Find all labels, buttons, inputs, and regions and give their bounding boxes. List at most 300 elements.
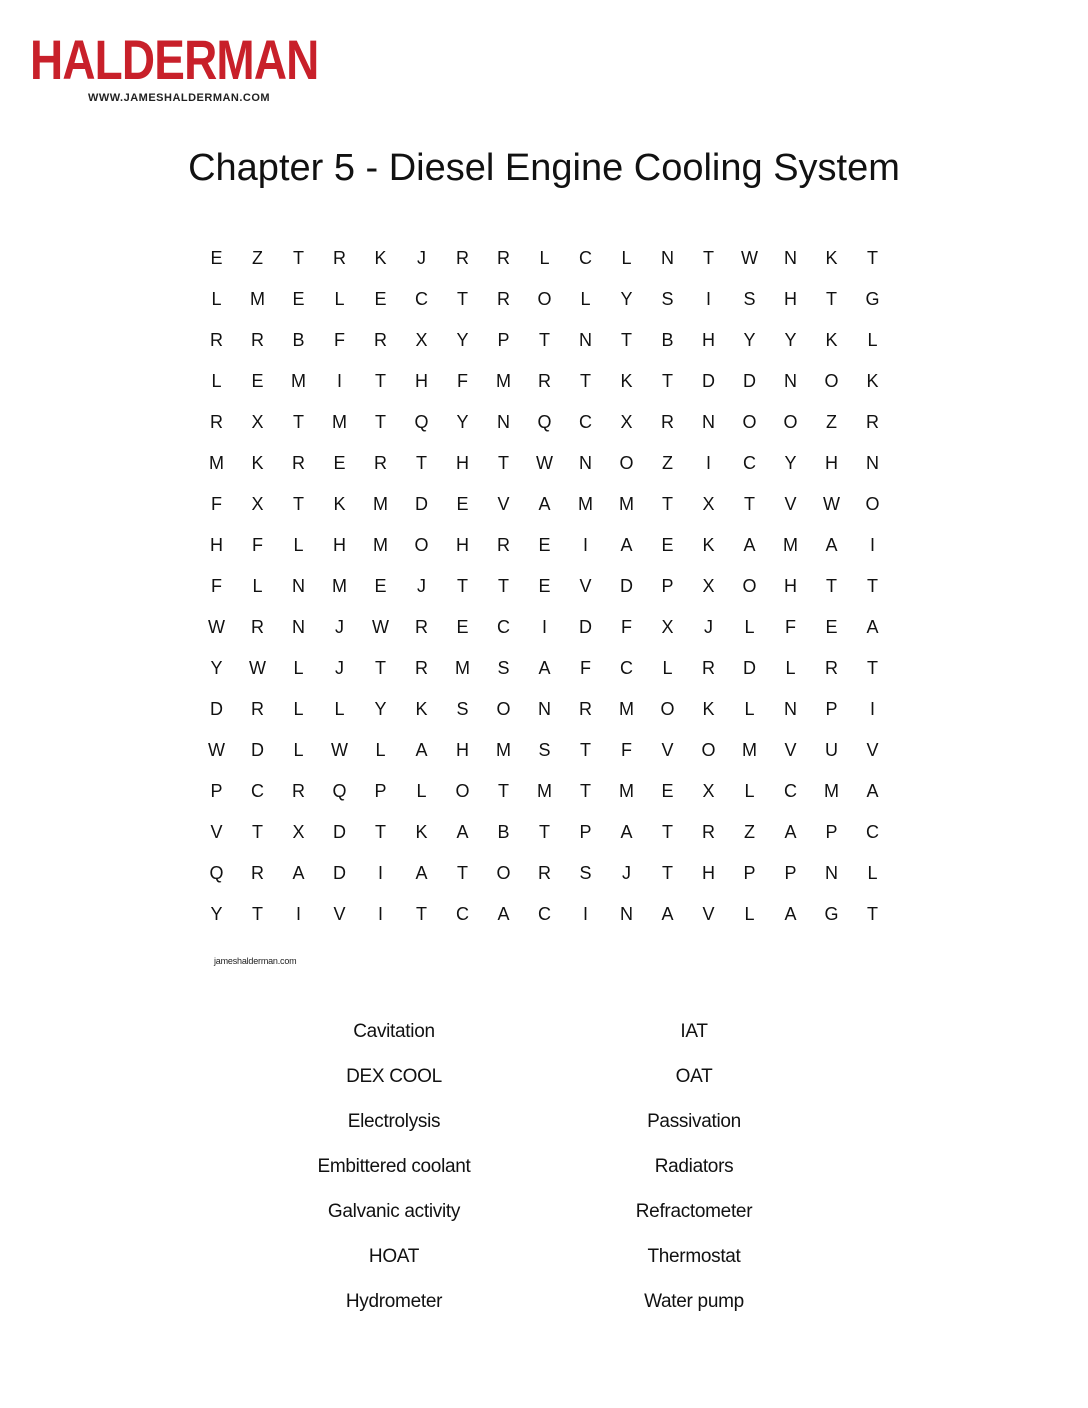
- grid-letter: T: [662, 822, 673, 842]
- grid-letter: T: [539, 822, 550, 842]
- grid-letter: N: [538, 699, 551, 719]
- grid-letter: J: [417, 576, 426, 596]
- grid-letter: M: [783, 535, 798, 555]
- word-list-item: Cavitation: [353, 1021, 435, 1042]
- grid-letter: N: [702, 412, 715, 432]
- grid-letter: D: [251, 740, 264, 760]
- grid-letter: K: [415, 699, 428, 719]
- grid-letter: S: [456, 699, 469, 719]
- grid-letter: Y: [784, 453, 797, 473]
- grid-letter: L: [416, 781, 427, 801]
- grid-letter: C: [497, 617, 510, 637]
- grid-letter: T: [252, 822, 263, 842]
- grid-letter: L: [744, 781, 755, 801]
- grid-letter: Y: [210, 904, 223, 924]
- word-list-item: Refractometer: [635, 1201, 753, 1222]
- grid-letter: A: [866, 617, 879, 637]
- grid-letter: K: [620, 371, 633, 391]
- grid-letter: A: [866, 781, 879, 801]
- grid-letter: C: [743, 453, 756, 473]
- grid-letter: A: [538, 658, 551, 678]
- grid-letter: E: [333, 453, 346, 473]
- grid-letter: F: [580, 658, 591, 678]
- grid-letter: T: [375, 822, 386, 842]
- grid-letter: R: [497, 248, 510, 268]
- grid-letter: T: [375, 658, 386, 678]
- grid-letter: C: [866, 822, 879, 842]
- grid-letter: E: [292, 289, 305, 309]
- grid-letter: T: [580, 371, 591, 391]
- word-list-item: HOAT: [368, 1246, 420, 1267]
- grid-letter: L: [334, 289, 345, 309]
- grid-letter: Q: [209, 863, 224, 883]
- grid-letter: M: [496, 371, 511, 391]
- grid-letter: P: [743, 863, 756, 883]
- grid-letter: F: [621, 617, 632, 637]
- grid-letter: D: [620, 576, 633, 596]
- grid-letter: J: [704, 617, 713, 637]
- grid-letter: K: [702, 699, 715, 719]
- grid-letter: P: [825, 822, 838, 842]
- grid-letter: V: [702, 904, 715, 924]
- grid-letter: I: [582, 535, 588, 555]
- grid-letter: I: [869, 699, 875, 719]
- grid-letter: O: [742, 576, 757, 596]
- grid-letter: O: [496, 863, 511, 883]
- grid-letter: I: [336, 371, 342, 391]
- grid-letter: K: [702, 535, 715, 555]
- grid-letter: D: [333, 822, 346, 842]
- grid-letter: T: [703, 248, 714, 268]
- grid-letter: P: [374, 781, 387, 801]
- grid-letter: H: [784, 289, 797, 309]
- grid-letter: H: [456, 535, 469, 555]
- grid-letter: M: [496, 740, 511, 760]
- grid-letter: N: [825, 863, 838, 883]
- grid-letter: X: [702, 494, 715, 514]
- grid-letter: C: [415, 289, 428, 309]
- grid-letter: I: [582, 904, 588, 924]
- grid-letter: H: [456, 740, 469, 760]
- grid-letter: D: [415, 494, 428, 514]
- grid-letter: L: [662, 658, 673, 678]
- grid-letter: T: [457, 863, 468, 883]
- grid-letter: T: [498, 453, 509, 473]
- grid-letter: O: [496, 699, 511, 719]
- grid-letter: P: [825, 699, 838, 719]
- grid-letter: S: [538, 740, 551, 760]
- grid-letter: L: [867, 863, 878, 883]
- grid-letter: M: [332, 412, 347, 432]
- grid-letter: T: [457, 576, 468, 596]
- grid-letter: N: [661, 248, 674, 268]
- grid-letter: E: [538, 576, 551, 596]
- grid-letter: E: [456, 494, 469, 514]
- grid-letter: L: [293, 699, 304, 719]
- grid-letter: R: [292, 781, 305, 801]
- grid-letter: M: [578, 494, 593, 514]
- grid-letter: L: [293, 658, 304, 678]
- grid-letter: P: [210, 781, 223, 801]
- grid-letter: O: [865, 494, 880, 514]
- grid-letter: K: [825, 330, 838, 350]
- grid-letter: P: [784, 863, 797, 883]
- grid-letter: O: [742, 412, 757, 432]
- grid-letter: Z: [826, 412, 837, 432]
- grid-letter: O: [701, 740, 716, 760]
- grid-letter: X: [702, 576, 715, 596]
- grid-letter: R: [251, 863, 264, 883]
- grid-letter: M: [824, 781, 839, 801]
- grid-letter: Z: [252, 248, 263, 268]
- word-list-item: Hydrometer: [345, 1291, 443, 1312]
- grid-letter: L: [744, 699, 755, 719]
- grid-letter: B: [661, 330, 674, 350]
- grid-letter: T: [375, 412, 386, 432]
- grid-letter: W: [741, 248, 758, 268]
- grid-letter: L: [621, 248, 632, 268]
- grid-letter: V: [333, 904, 346, 924]
- grid-letter: R: [374, 330, 387, 350]
- grid-letter: W: [823, 494, 840, 514]
- grid-letter: M: [209, 453, 224, 473]
- grid-letter: X: [251, 494, 264, 514]
- grid-letter: T: [580, 740, 591, 760]
- grid-letter: J: [417, 248, 426, 268]
- grid-letter: D: [743, 658, 756, 678]
- grid-letter: N: [292, 576, 305, 596]
- grid-letter: O: [824, 371, 839, 391]
- grid-letter: L: [744, 617, 755, 637]
- word-list-item: DEX COOL: [346, 1066, 442, 1087]
- grid-letter: R: [415, 617, 428, 637]
- logo-url: WWW.JAMESHALDERMAN.COM: [88, 92, 271, 104]
- grid-letter: J: [335, 617, 344, 637]
- grid-letter: W: [536, 453, 553, 473]
- grid-letter: F: [785, 617, 796, 637]
- grid-letter: Y: [456, 412, 469, 432]
- page-title: Chapter 5 - Diesel Engine Cooling System: [188, 147, 900, 189]
- halderman-logo: [30, 28, 319, 108]
- grid-letter: M: [250, 289, 265, 309]
- grid-letter: L: [211, 289, 222, 309]
- grid-letter: X: [620, 412, 633, 432]
- grid-letter: M: [373, 535, 388, 555]
- grid-letter: I: [295, 904, 301, 924]
- grid-letter: A: [292, 863, 305, 883]
- grid-letter: E: [374, 576, 387, 596]
- grid-letter: V: [866, 740, 879, 760]
- grid-letter: A: [661, 904, 674, 924]
- grid-letter: W: [208, 617, 225, 637]
- grid-letter: I: [705, 453, 711, 473]
- word-list-item: Galvanic activity: [327, 1201, 461, 1222]
- grid-letter: Y: [456, 330, 469, 350]
- grid-letter: E: [210, 248, 223, 268]
- grid-letter: X: [251, 412, 264, 432]
- grid-letter: S: [661, 289, 674, 309]
- grid-letter: M: [537, 781, 552, 801]
- grid-letter: M: [332, 576, 347, 596]
- grid-letter: X: [702, 781, 715, 801]
- grid-letter: E: [538, 535, 551, 555]
- grid-letter: E: [661, 781, 674, 801]
- grid-letter: N: [620, 904, 633, 924]
- grid-letter: R: [251, 330, 264, 350]
- grid-letter: T: [867, 576, 878, 596]
- grid-letter: H: [784, 576, 797, 596]
- word-list-item: Embittered coolant: [317, 1156, 471, 1177]
- word-list-item: IAT: [680, 1021, 708, 1042]
- grid-letter: R: [497, 289, 510, 309]
- grid-letter: Q: [332, 781, 347, 801]
- grid-letter: V: [661, 740, 674, 760]
- word-list: [244, 1012, 844, 1327]
- grid-letter: A: [825, 535, 838, 555]
- grid-letter: R: [497, 535, 510, 555]
- grid-letter: R: [579, 699, 592, 719]
- grid-letter: R: [702, 658, 715, 678]
- grid-letter: M: [291, 371, 306, 391]
- grid-letter: T: [826, 289, 837, 309]
- grid-letter: R: [210, 412, 223, 432]
- grid-letter: T: [867, 904, 878, 924]
- grid-letter: V: [210, 822, 223, 842]
- grid-letter: K: [333, 494, 346, 514]
- grid-letter: J: [622, 863, 631, 883]
- grid-letter: X: [292, 822, 305, 842]
- grid-letter: M: [455, 658, 470, 678]
- grid-letter: T: [744, 494, 755, 514]
- word-list-item: Thermostat: [647, 1246, 741, 1267]
- word-list-item: Electrolysis: [347, 1111, 441, 1132]
- grid-letter: T: [457, 289, 468, 309]
- grid-letter: R: [251, 699, 264, 719]
- grid-letter: T: [539, 330, 550, 350]
- grid-letter: T: [416, 904, 427, 924]
- grid-letter: Q: [414, 412, 429, 432]
- grid-letter: C: [579, 412, 592, 432]
- grid-letter: Z: [744, 822, 755, 842]
- grid-letter: B: [292, 330, 305, 350]
- grid-letter: P: [661, 576, 674, 596]
- grid-letter: F: [211, 576, 222, 596]
- grid-letter: T: [662, 863, 673, 883]
- grid-letter: N: [784, 371, 797, 391]
- grid-letter: L: [580, 289, 591, 309]
- grid-letter: L: [211, 371, 222, 391]
- grid-letter: R: [825, 658, 838, 678]
- grid-letter: I: [541, 617, 547, 637]
- word-list-item: OAT: [675, 1066, 713, 1087]
- grid-letter: A: [497, 904, 510, 924]
- grid-letter: D: [333, 863, 346, 883]
- grid-letter: X: [415, 330, 428, 350]
- grid-letter: R: [374, 453, 387, 473]
- grid-letter: K: [374, 248, 387, 268]
- grid-letter: I: [377, 863, 383, 883]
- grid-letter: T: [498, 781, 509, 801]
- word-search-grid: [196, 238, 893, 935]
- grid-letter: L: [293, 535, 304, 555]
- grid-letter: A: [415, 863, 428, 883]
- grid-letter: M: [742, 740, 757, 760]
- grid-letter: P: [497, 330, 510, 350]
- word-list-item: Passivation: [647, 1111, 741, 1132]
- grid-letter: I: [377, 904, 383, 924]
- grid-letter: T: [621, 330, 632, 350]
- grid-letter: R: [415, 658, 428, 678]
- grid-letter: S: [743, 289, 756, 309]
- grid-letter: H: [702, 330, 715, 350]
- grid-letter: T: [252, 904, 263, 924]
- grid-letter: H: [210, 535, 223, 555]
- grid-letter: L: [867, 330, 878, 350]
- grid-letter: O: [414, 535, 429, 555]
- grid-letter: I: [869, 535, 875, 555]
- grid-letter: E: [661, 535, 674, 555]
- grid-letter: K: [866, 371, 879, 391]
- grid-letter: C: [251, 781, 264, 801]
- grid-letter: A: [784, 822, 797, 842]
- grid-letter: V: [784, 494, 797, 514]
- grid-letter: N: [292, 617, 305, 637]
- grid-letter: R: [456, 248, 469, 268]
- grid-letter: M: [619, 699, 634, 719]
- grid-letter: A: [538, 494, 551, 514]
- grid-letter: R: [251, 617, 264, 637]
- grid-letter: N: [497, 412, 510, 432]
- grid-letter: W: [249, 658, 266, 678]
- grid-letter: Y: [210, 658, 223, 678]
- grid-letter: T: [293, 494, 304, 514]
- grid-letter: E: [374, 289, 387, 309]
- grid-letter: Y: [620, 289, 633, 309]
- grid-letter: F: [211, 494, 222, 514]
- grid-letter: F: [334, 330, 345, 350]
- grid-letter: L: [293, 740, 304, 760]
- grid-letter: M: [373, 494, 388, 514]
- grid-letter: L: [539, 248, 550, 268]
- grid-letter: R: [333, 248, 346, 268]
- grid-letter: F: [457, 371, 468, 391]
- grid-letter: C: [579, 248, 592, 268]
- grid-letter: G: [824, 904, 839, 924]
- grid-letter: Z: [662, 453, 673, 473]
- grid-letter: R: [538, 863, 551, 883]
- grid-letter: O: [660, 699, 675, 719]
- grid-letter: M: [619, 781, 634, 801]
- grid-letter: W: [208, 740, 225, 760]
- grid-letter: P: [579, 822, 592, 842]
- grid-letter: T: [416, 453, 427, 473]
- grid-letter: F: [252, 535, 263, 555]
- grid-letter: A: [415, 740, 428, 760]
- grid-letter: K: [251, 453, 264, 473]
- grid-letter: L: [785, 658, 796, 678]
- grid-letter: W: [372, 617, 389, 637]
- grid-letter: T: [867, 658, 878, 678]
- grid-letter: D: [743, 371, 756, 391]
- grid-letter: A: [784, 904, 797, 924]
- grid-letter: O: [619, 453, 634, 473]
- grid-letter: T: [867, 248, 878, 268]
- grid-letter: S: [579, 863, 592, 883]
- grid-letter: T: [580, 781, 591, 801]
- grid-letter: V: [497, 494, 510, 514]
- grid-letter: R: [292, 453, 305, 473]
- grid-letter: K: [415, 822, 428, 842]
- grid-letter: N: [579, 453, 592, 473]
- grid-letter: E: [456, 617, 469, 637]
- grid-letter: H: [415, 371, 428, 391]
- grid-letter: T: [293, 248, 304, 268]
- grid-letter: L: [744, 904, 755, 924]
- grid-letter: R: [538, 371, 551, 391]
- grid-letter: Y: [743, 330, 756, 350]
- grid-letter: I: [705, 289, 711, 309]
- grid-letter: M: [619, 494, 634, 514]
- grid-letter: V: [579, 576, 592, 596]
- grid-letter: W: [331, 740, 348, 760]
- grid-letter: Y: [374, 699, 387, 719]
- grid-letter: D: [579, 617, 592, 637]
- grid-letter: R: [661, 412, 674, 432]
- grid-letter: C: [538, 904, 551, 924]
- grid-letter: A: [620, 822, 633, 842]
- grid-letter: D: [210, 699, 223, 719]
- grid-letter: F: [621, 740, 632, 760]
- grid-letter: Q: [537, 412, 552, 432]
- grid-letter: H: [333, 535, 346, 555]
- word-list-item: Water pump: [644, 1291, 744, 1312]
- grid-letter: C: [456, 904, 469, 924]
- grid-letter: T: [293, 412, 304, 432]
- grid-letter: N: [579, 330, 592, 350]
- word-list-item: Radiators: [654, 1156, 734, 1177]
- grid-letter: Y: [784, 330, 797, 350]
- grid-letter: N: [784, 699, 797, 719]
- grid-letter: R: [866, 412, 879, 432]
- grid-letter: O: [455, 781, 470, 801]
- grid-letter: T: [662, 494, 673, 514]
- grid-letter: T: [498, 576, 509, 596]
- grid-letter: J: [335, 658, 344, 678]
- grid-letter: G: [865, 289, 880, 309]
- grid-letter: A: [743, 535, 756, 555]
- grid-letter: L: [334, 699, 345, 719]
- grid-letter: C: [784, 781, 797, 801]
- grid-letter: E: [825, 617, 838, 637]
- grid-letter: E: [251, 371, 264, 391]
- grid-letter: T: [375, 371, 386, 391]
- grid-letter: D: [702, 371, 715, 391]
- grid-letter: T: [662, 371, 673, 391]
- grid-letter: R: [702, 822, 715, 842]
- grid-letter: S: [497, 658, 510, 678]
- grid-letter: R: [210, 330, 223, 350]
- grid-letter: K: [825, 248, 838, 268]
- grid-letter: N: [866, 453, 879, 473]
- grid-letter: O: [783, 412, 798, 432]
- grid-letter: V: [784, 740, 797, 760]
- grid-letter: C: [620, 658, 633, 678]
- grid-letter: B: [497, 822, 510, 842]
- grid-letter: U: [825, 740, 838, 760]
- grid-letter: H: [456, 453, 469, 473]
- grid-letter: T: [826, 576, 837, 596]
- grid-letter: H: [825, 453, 838, 473]
